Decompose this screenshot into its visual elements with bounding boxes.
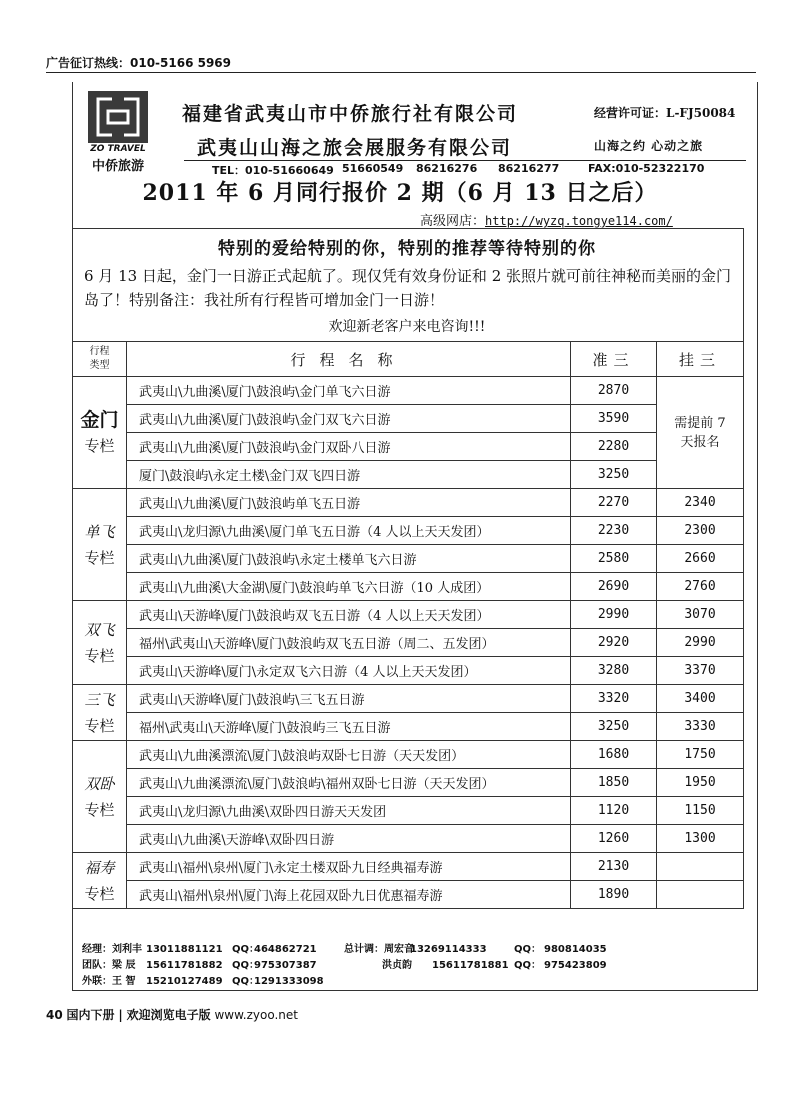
table-row (73, 797, 744, 825)
price-standard: 2580 (571, 545, 657, 573)
qq-label: QQ： (514, 944, 542, 955)
page-footer (46, 1006, 298, 1023)
section-name: 国内下册 (66, 1008, 115, 1022)
route-name: 武夷山\九曲溪\厦门\鼓浪屿单飞五日游 (127, 489, 571, 517)
table-row (73, 825, 744, 853)
table-row (73, 657, 744, 685)
price-premium (657, 881, 744, 909)
table-row (73, 629, 744, 657)
qq-label: QQ： (514, 960, 542, 971)
price-standard: 2870 (571, 377, 657, 405)
category-name: 三飞 (84, 690, 115, 709)
header-price-1: 准三 (571, 342, 657, 377)
website-label: 高级网店： (420, 214, 486, 229)
price-standard: 3590 (571, 405, 657, 433)
contact-qq: 1291333098 (254, 976, 324, 987)
route-name: 武夷山\天游峰\厦门\永定双飞六日游（4 人以上天天发团） (127, 657, 571, 685)
price-standard: 2230 (571, 517, 657, 545)
table-row (73, 685, 744, 713)
table-row (73, 377, 744, 405)
route-name: 武夷山\福州\泉州\厦门\海上花园双卧九日优惠福寿游 (127, 881, 571, 909)
contact-name: 外联：王 智 (82, 976, 136, 987)
price-standard: 1850 (571, 769, 657, 797)
table-row (73, 601, 744, 629)
price-premium: 2660 (657, 545, 744, 573)
price-premium: 2760 (657, 573, 744, 601)
tel-number-4: 86216277 (498, 162, 560, 175)
header-price-2: 挂三 (657, 342, 744, 377)
price-premium: 3330 (657, 713, 744, 741)
route-name: 武夷山\天游峰\厦门\鼓浪屿\三飞五日游 (127, 685, 571, 713)
price-standard: 3250 (571, 713, 657, 741)
tel-number-2: 51660549 (342, 162, 404, 175)
price-standard: 2920 (571, 629, 657, 657)
page-title: 2011 年 6 月同行报价 2 期（6 月 13 日之后） (142, 180, 658, 206)
table-row (73, 433, 744, 461)
category-name: 金门 (80, 408, 119, 431)
table-row (73, 741, 744, 769)
category-suffix: 专栏 (84, 884, 115, 903)
contact-phone: 15611781882 (146, 960, 223, 971)
price-premium: 2340 (657, 489, 744, 517)
price-premium: 1150 (657, 797, 744, 825)
table-row (73, 853, 744, 881)
category-suffix: 专栏 (84, 646, 115, 665)
slogan: 山海之约 心动之旅 (594, 139, 704, 153)
booking-note-text: 需提前 7 天报名 (674, 415, 726, 450)
price-standard: 1260 (571, 825, 657, 853)
contact-row (82, 958, 742, 974)
price-premium: 3370 (657, 657, 744, 685)
route-name: 武夷山\龙归源\九曲溪\双卧四日游天天发团 (127, 797, 571, 825)
price-standard: 1120 (571, 797, 657, 825)
category-name: 双卧 (84, 774, 115, 793)
price-premium: 1300 (657, 825, 744, 853)
table-row (73, 405, 744, 433)
route-name: 武夷山\九曲溪漂流\厦门\鼓浪屿双卧七日游（天天发团） (127, 741, 571, 769)
price-standard: 2990 (571, 601, 657, 629)
route-name: 武夷山\九曲溪\大金湖\厦门\鼓浪屿单飞六日游（10 人成团） (127, 573, 571, 601)
route-name: 武夷山\天游峰\厦门\鼓浪屿双飞五日游（4 人以上天天发团） (127, 601, 571, 629)
table-row (73, 461, 744, 489)
category-cell (73, 685, 127, 741)
price-standard: 1890 (571, 881, 657, 909)
company-name-1: 福建省武夷山市中侨旅行社有限公司 (182, 103, 519, 125)
qq-label: QQ： (232, 944, 260, 955)
price-table-body (73, 377, 744, 909)
company-name-2: 武夷山山海之旅会展服务有限公司 (197, 137, 513, 159)
table-row (73, 713, 744, 741)
contact-qq: 975423809 (544, 960, 607, 971)
qq-label: QQ： (232, 976, 260, 987)
route-name: 武夷山\九曲溪\厦门\鼓浪屿\金门双飞六日游 (127, 405, 571, 433)
route-name: 武夷山\九曲溪\厦门\鼓浪屿\金门双卧八日游 (127, 433, 571, 461)
route-name: 武夷山\福州\泉州\厦门\永定土楼双卧九日经典福寿游 (127, 853, 571, 881)
tel-number: TEL：010-51660649 (212, 164, 334, 177)
price-premium: 3400 (657, 685, 744, 713)
price-standard: 2690 (571, 573, 657, 601)
header-type: 行程类型 (73, 342, 127, 377)
contact-footer (82, 942, 742, 990)
ad-hotline: 广告征订热线：010-5166 5969 (46, 56, 232, 70)
category-name: 福寿 (84, 858, 115, 877)
price-premium: 3070 (657, 601, 744, 629)
contact-phone: 13269114333 (410, 944, 487, 955)
price-standard: 3280 (571, 657, 657, 685)
route-name: 武夷山\龙归源\九曲溪\厦门单飞五日游（4 人以上天天发团） (127, 517, 571, 545)
route-name: 福州\武夷山\天游峰\厦门\鼓浪屿双飞五日游（周二、五发团） (127, 629, 571, 657)
table-row (73, 489, 744, 517)
table-row (73, 517, 744, 545)
price-premium: 1750 (657, 741, 744, 769)
category-cell (73, 741, 127, 853)
table-row (73, 769, 744, 797)
contact-row (82, 942, 742, 958)
license-number: 经营许可证：L-FJ50084 (594, 106, 736, 120)
route-name: 厦门\鼓浪屿\永定土楼\金门双飞四日游 (127, 461, 571, 489)
welcome-text: 欢迎新老客户来电咨询!!! (328, 319, 486, 335)
contact-qq: 464862721 (254, 944, 317, 955)
price-table (72, 341, 744, 909)
fax-number: FAX:010-52322170 (588, 162, 705, 175)
category-name: 单飞 (84, 522, 115, 541)
contact-name: 洪贞韵 (382, 960, 412, 971)
category-cell (73, 601, 127, 685)
company-divider (184, 160, 746, 161)
tel-number-3: 86216276 (416, 162, 478, 175)
route-name: 武夷山\九曲溪\天游峰\双卧四日游 (127, 825, 571, 853)
price-standard: 3320 (571, 685, 657, 713)
price-standard: 2270 (571, 489, 657, 517)
price-premium (657, 853, 744, 881)
route-name: 武夷山\九曲溪漂流\厦门\鼓浪屿\福州双卧七日游（天天发团） (127, 769, 571, 797)
category-suffix: 专栏 (84, 436, 115, 455)
category-name: 双飞 (84, 620, 115, 639)
footer-promo: 欢迎浏览电子版 (126, 1008, 211, 1022)
contact-phone: 15210127489 (146, 976, 223, 987)
footer-separator: | (118, 1008, 123, 1022)
page-number: 40 (46, 1008, 63, 1022)
logo-text-cn: 中侨旅游 (91, 159, 144, 174)
price-premium: 1950 (657, 769, 744, 797)
price-premium: 2990 (657, 629, 744, 657)
price-standard: 3250 (571, 461, 657, 489)
category-suffix: 专栏 (84, 800, 115, 819)
contact-qq: 975307387 (254, 960, 317, 971)
category-suffix: 专栏 (84, 716, 115, 735)
price-standard: 2130 (571, 853, 657, 881)
contact-name: 总计调：周宏音 (344, 944, 414, 955)
footer-site[interactable]: www.zyoo.net (214, 1008, 298, 1022)
price-standard: 1680 (571, 741, 657, 769)
table-row (73, 545, 744, 573)
header-name: 行程名称 (127, 342, 571, 377)
route-name: 武夷山\九曲溪\厦门\鼓浪屿\永定土楼单飞六日游 (127, 545, 571, 573)
contact-phone: 15611781881 (432, 960, 509, 971)
route-name: 武夷山\九曲溪\厦门\鼓浪屿\金门单飞六日游 (127, 377, 571, 405)
promo-text: 6 月 13 日起，金门一日游正式起航了。现仅凭有效身份证和 2 张照片就可前往神秘而美丽的金门岛了！特别备注：我社所有行程皆可增加金门一日游！ (84, 267, 732, 309)
contact-phone: 13011881121 (146, 944, 223, 955)
logo-text-en: ZO TRAVEL (90, 144, 146, 154)
contact-name: 经理：刘利丰 (82, 944, 142, 955)
booking-note (657, 377, 744, 489)
table-row (73, 573, 744, 601)
qq-label: QQ： (232, 960, 260, 971)
table-row (73, 881, 744, 909)
website-link[interactable]: http://wyzq.tongye114.com/ (485, 214, 673, 228)
contact-name: 团队：梁 辰 (82, 960, 136, 971)
category-suffix: 专栏 (84, 548, 115, 567)
contact-row (82, 974, 742, 990)
price-standard: 2280 (571, 433, 657, 461)
category-cell (73, 489, 127, 601)
price-premium: 2300 (657, 517, 744, 545)
promo-title: 特别的爱给特别的你，特别的推荐等待特别的你 (218, 239, 596, 259)
website (420, 210, 673, 229)
category-cell (73, 377, 127, 489)
route-name: 福州\武夷山\天游峰\厦门\鼓浪屿三飞五日游 (127, 713, 571, 741)
category-cell (73, 853, 127, 909)
header-divider (46, 72, 756, 73)
company-logo (82, 89, 154, 174)
contact-qq: 980814035 (544, 944, 607, 955)
